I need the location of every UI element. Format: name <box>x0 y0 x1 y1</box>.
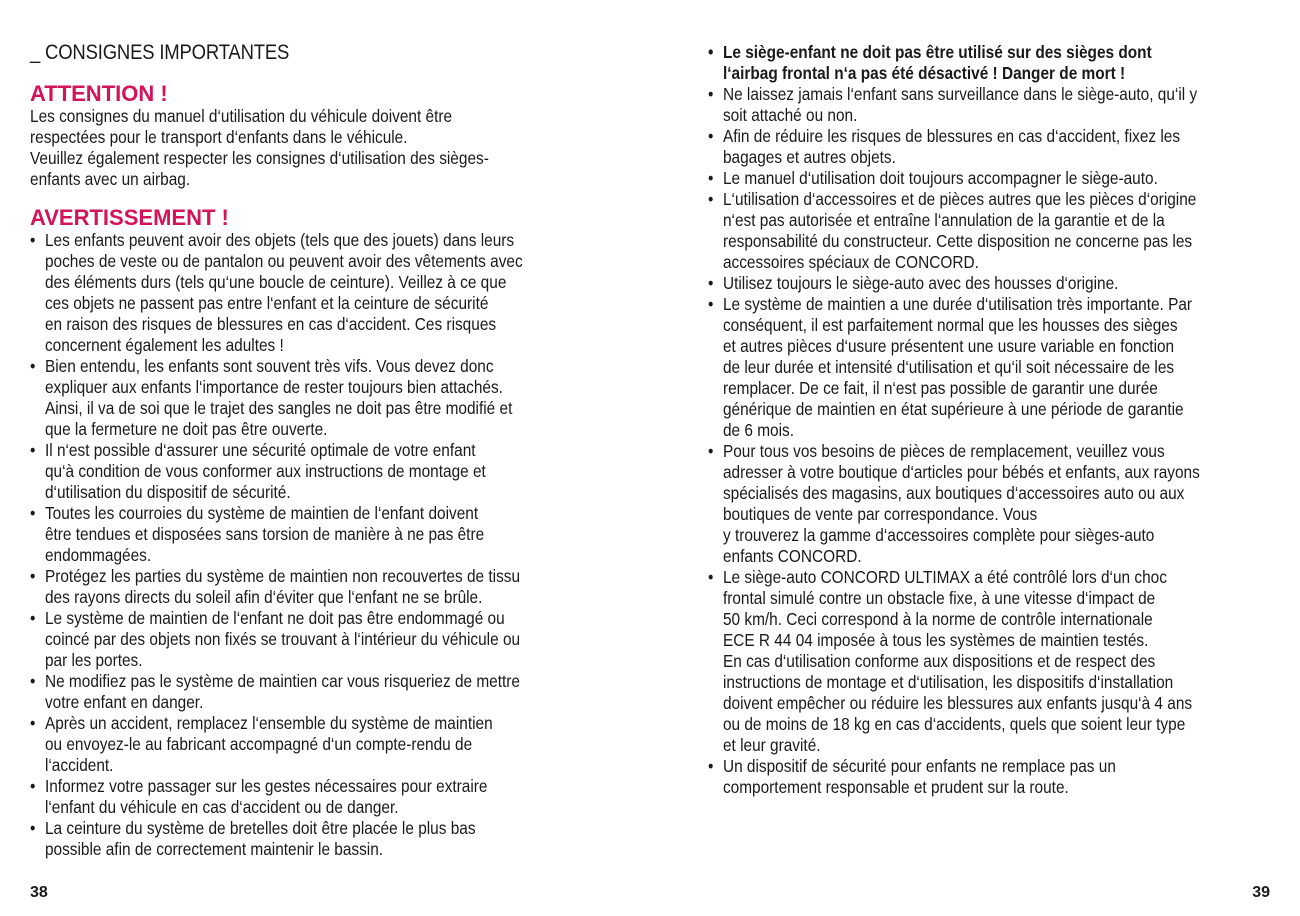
bullet-line: l‘accident. <box>44 755 114 775</box>
bullet-line: bagages et autres objets. <box>722 147 896 167</box>
bullet-line: des rayons directs du soleil afin d‘éviter que l‘enfant ne se brûle. <box>44 587 483 607</box>
bullet-item <box>30 713 605 776</box>
bullet-item <box>708 441 1285 567</box>
bullet-item <box>30 230 605 356</box>
bullet-line: boutiques de vente par correspondance. Vous <box>722 504 1038 524</box>
bullet-line: possible afin de correctement maintenir le bassin. <box>44 839 384 859</box>
bullet-line: conséquent, il est parfaitement normal que les housses des sièges <box>722 315 1178 335</box>
bullet-item <box>708 756 1285 798</box>
bullet-line: • Toutes les courroies du système de maintien de l‘enfant doivent <box>44 503 479 523</box>
bullet-line: • Utilisez toujours le siège-auto avec des housses d‘origine. <box>722 273 1119 293</box>
bullet-line: et autres pièces d‘usure présentent une usure variable en fonction <box>722 336 1175 356</box>
attention-line: Veuillez également respecter les consignes d‘utilisation des sièges- <box>30 148 489 168</box>
bullet-line: • Afin de réduire les risques de blessures en cas d‘accident, fixez les <box>722 126 1181 146</box>
bullet-line: En cas d‘utilisation conforme aux dispositions et de respect des <box>722 651 1156 671</box>
bullet-line: l‘enfant du véhicule en cas d‘accident ou de danger. <box>44 797 399 817</box>
bullet-item <box>708 567 1285 756</box>
warning-bold-list <box>708 42 1285 84</box>
bullet-line: des éléments durs (tels qu‘une boucle de ceinture). Veillez à ce que <box>44 272 507 292</box>
bullet-line: • Le siège-auto CONCORD ULTIMAX a été contrôlé lors d‘un choc <box>722 567 1167 587</box>
bullet-line: frontal simulé contre un obstacle fixe, à une vitesse d‘impact de <box>722 588 1156 608</box>
bullet-line: • Un dispositif de sécurité pour enfants ne remplace pas un <box>722 756 1116 776</box>
bullet-line: qu‘à condition de vous conformer aux instructions de montage et <box>44 461 486 481</box>
bullet-line: coincé par des objets non fixés se trouvant à l‘intérieur du véhicule ou <box>44 629 521 649</box>
bold-warning-line: l‘airbag frontal n‘a pas été désactivé ! Danger de mort ! <box>722 63 1126 83</box>
bullet-line: que la fermeture ne doit pas être ouverte. <box>44 419 328 439</box>
bullet-line: n‘est pas autorisée et entraîne l‘annulation de la garantie et de la <box>722 210 1165 230</box>
bullet-line: • Protégez les parties du système de maintien non recouvertes de tissu <box>44 566 521 586</box>
avertissement-list <box>30 230 605 860</box>
bullet-line: enfants CONCORD. <box>722 546 862 566</box>
bullet-line: remplacer. De ce fait, il n‘est pas possible de garantir une durée <box>722 378 1158 398</box>
attention-text <box>30 106 602 190</box>
bullet-line: spécialisés des magasins, aux boutiques d‘accessoires auto ou aux <box>722 483 1185 503</box>
section-title: _ CONSIGNES IMPORTANTES <box>30 41 290 64</box>
bold-warning-item <box>708 42 1285 84</box>
bold-warning-line: • Le siège-enfant ne doit pas être utilisé sur des sièges dont <box>722 42 1152 62</box>
bullet-line: 50 km/h. Ceci correspond à la norme de contrôle internationale <box>722 609 1153 629</box>
right-page <box>650 0 1300 916</box>
attention-line: Les consignes du manuel d‘utilisation du véhicule doivent être <box>30 106 453 126</box>
page-number-left: 38 <box>30 884 48 901</box>
avertissement-heading: AVERTISSEMENT ! <box>30 205 229 230</box>
bullet-item <box>30 776 605 818</box>
bullet-line: • Informez votre passager sur les gestes nécessaires pour extraire <box>44 776 488 796</box>
bullet-line: ECE R 44 04 imposée à tous les systèmes de maintien testés. <box>722 630 1149 650</box>
bullet-line: ou de moins de 18 kg en cas d‘accidents, quels que soient leur type <box>722 714 1186 734</box>
bullet-item <box>708 294 1285 441</box>
bullet-line: • L‘utilisation d‘accessoires et de pièces autres que les pièces d‘origine <box>722 189 1197 209</box>
bullet-line: ou envoyez-le au fabricant accompagné d‘un compte-rendu de <box>44 734 473 754</box>
bullet-line: adresser à votre boutique d‘articles pour bébés et enfants, aux rayons <box>722 462 1200 482</box>
bullet-item <box>30 503 605 566</box>
bullet-line: d‘utilisation du dispositif de sécurité. <box>44 482 291 502</box>
bullet-line: • Pour tous vos besoins de pièces de remplacement, veuillez vous <box>722 441 1165 461</box>
bullet-item <box>708 273 1285 294</box>
bullet-item <box>708 84 1285 126</box>
bullet-line: de 6 mois. <box>722 420 795 440</box>
page-number-right: 39 <box>1252 884 1270 901</box>
bullet-line: votre enfant en danger. <box>44 692 204 712</box>
bullet-line: • Il n‘est possible d‘assurer une sécurité optimale de votre enfant <box>44 440 476 460</box>
bullet-line: Ainsi, il va de soi que le trajet des sangles ne doit pas être modifié et <box>44 398 513 418</box>
bullet-line: expliquer aux enfants l‘importance de rester toujours bien attachés. <box>44 377 503 397</box>
bullet-line: • Le système de maintien a une durée d‘utilisation très importante. Par <box>722 294 1193 314</box>
bullet-line: accessoires spéciaux de CONCORD. <box>722 252 979 272</box>
left-column <box>30 40 600 860</box>
right-column <box>708 42 1283 798</box>
bullet-line: concernent également les adultes ! <box>44 335 284 355</box>
bullet-item <box>708 126 1285 168</box>
bullet-line: • Les enfants peuvent avoir des objets (tels que des jouets) dans leurs <box>44 230 515 250</box>
bullet-item <box>30 356 605 440</box>
bullet-line: en raison des risques de blessures en cas d‘accident. Ces risques <box>44 314 497 334</box>
bullet-line: • Après un accident, remplacez l‘ensemble du système de maintien <box>44 713 493 733</box>
attention-line: respectées pour le transport d‘enfants dans le véhicule. <box>30 127 408 147</box>
bullet-item <box>30 566 605 608</box>
bullet-line: • Ne laissez jamais l‘enfant sans surveillance dans le siège-auto, qu‘il y <box>722 84 1198 104</box>
bullet-line: • Bien entendu, les enfants sont souvent très vifs. Vous devez donc <box>44 356 494 376</box>
bullet-line: responsabilité du constructeur. Cette disposition ne concerne pas les <box>722 231 1193 251</box>
bullet-line: générique de maintien en état supérieure à une période de garantie <box>722 399 1184 419</box>
bullet-line: doivent empêcher ou réduire les blessures aux enfants jusqu‘à 4 ans <box>722 693 1193 713</box>
bullet-item <box>30 608 605 671</box>
bullet-item <box>30 671 605 713</box>
bullet-line: soit attaché ou non. <box>722 105 858 125</box>
bullet-line: • Le manuel d‘utilisation doit toujours accompagner le siège-auto. <box>722 168 1158 188</box>
instructions-list <box>708 84 1285 798</box>
attention-line: enfants avec un airbag. <box>30 169 191 189</box>
bullet-line: y trouverez la gamme d‘accessoires complète pour sièges-auto <box>722 525 1155 545</box>
bullet-line: endommagées. <box>44 545 152 565</box>
bullet-item <box>708 189 1285 273</box>
bullet-line: • Le système de maintien de l‘enfant ne doit pas être endommagé ou <box>44 608 505 628</box>
bullet-item <box>30 440 605 503</box>
bullet-line: et leur gravité. <box>722 735 821 755</box>
bullet-line: de leur durée et intensité d‘utilisation et qu‘il soit nécessaire de les <box>722 357 1175 377</box>
bullet-line: ces objets ne passent pas entre l‘enfant et la ceinture de sécurité <box>44 293 489 313</box>
bullet-item <box>30 818 605 860</box>
bullet-item <box>708 168 1285 189</box>
bullet-line: être tendues et disposées sans torsion de manière à ne pas être <box>44 524 485 544</box>
bullet-line: • La ceinture du système de bretelles doit être placée le plus bas <box>44 818 476 838</box>
attention-heading: ATTENTION ! <box>30 81 168 106</box>
bullet-line: instructions de montage et d‘utilisation, les dispositifs d‘installation <box>722 672 1174 692</box>
bullet-line: poches de veste ou de pantalon ou peuvent avoir des vêtements avec <box>44 251 523 271</box>
bullet-line: comportement responsable et prudent sur la route. <box>722 777 1069 797</box>
bullet-line: par les portes. <box>44 650 143 670</box>
bullet-line: • Ne modifiez pas le système de maintien car vous risqueriez de mettre <box>44 671 521 691</box>
